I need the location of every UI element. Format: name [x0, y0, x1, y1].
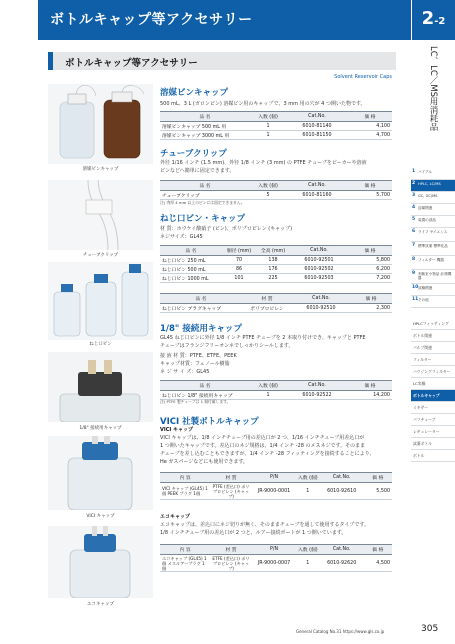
screw-bottle-photo: [48, 262, 153, 340]
nav-item-9[interactable]: [411, 270, 455, 284]
sub-nav-item[interactable]: ミキサー: [411, 402, 455, 414]
vici-cap-subheading: VICI キャップ: [160, 427, 194, 433]
cell: 5,700: [348, 191, 392, 200]
nav-num: 8: [412, 257, 416, 262]
cell: 溶媒ビンキャップ 500 mL 用: [160, 122, 250, 131]
cell: 6010-92502: [290, 265, 348, 274]
table-row: [160, 274, 392, 283]
col-header: Cat.No.: [286, 181, 348, 191]
col-header: 内 容: [160, 473, 210, 483]
nav-label: その他: [418, 298, 429, 302]
vici-cap-caption: VICI キャップ: [86, 514, 115, 519]
col-header: 入数 (個): [296, 473, 320, 483]
cell: ETFE (差込口) ポリプロピレン (キャップ): [210, 555, 252, 572]
cell: ねじ口ビン 250 mL: [160, 256, 222, 265]
col-header: 価 格: [350, 294, 392, 304]
connection-cap-note: 注) PTFE 製チューブは 1 個付属します。: [160, 399, 231, 404]
nav-item-3[interactable]: [411, 192, 455, 204]
nav-item-1[interactable]: [411, 168, 455, 180]
eco-cap-photo: [48, 526, 153, 598]
nav-num: 7: [412, 243, 416, 248]
page-number: 305: [421, 624, 439, 634]
cell: 7,200: [348, 274, 392, 283]
table-row: [160, 483, 392, 500]
cell: 225: [256, 274, 290, 283]
chapter-subnumber: -2: [434, 16, 446, 27]
cell: ねじ口ビン 1/8" 接続用キャップ: [160, 391, 250, 400]
nav-item-11[interactable]: [411, 296, 455, 308]
table-row: [160, 256, 392, 265]
table-row: [160, 131, 392, 140]
solvent-cap-desc: 500 mL、3 L (ガロンビン) 溶媒ビン用のキャップで、3 mm 用の穴が 4 つ開いた物です。: [160, 101, 366, 107]
cell: 6010-81160: [286, 191, 348, 200]
col-header: 全高 (mm): [256, 246, 290, 256]
connection-cap-spec-1: 接 液 材 質：PTFE、ETFE、PEEK: [160, 353, 237, 359]
sub-nav-item-active[interactable]: ボトルキャップ: [411, 390, 455, 402]
table-row: [160, 191, 392, 200]
cell: 14,200: [348, 391, 392, 400]
col-header: P/N: [252, 473, 296, 483]
col-header: 入数 (個): [296, 545, 320, 555]
sub-nav-item[interactable]: LC実験: [411, 378, 455, 390]
vici-cap-table: [160, 472, 392, 500]
page-subtitle: Bottle Caps: [362, 34, 391, 40]
nav-item-2[interactable]: [411, 180, 455, 192]
col-header: 品 名: [160, 294, 242, 304]
tube-clip-heading: チューブクリップ: [160, 149, 227, 159]
sub-nav-item[interactable]: ハウジングフィルター: [411, 366, 455, 378]
nav-item-4[interactable]: [411, 204, 455, 216]
connection-cap-spec-3: ネ ジ サ イ ズ：GL45: [160, 369, 210, 375]
cell: 86: [222, 265, 256, 274]
screw-bottle-thread: ネジサイズ：GL45: [160, 234, 203, 240]
cell: 6010-92620: [320, 555, 364, 572]
cell: 70: [222, 256, 256, 265]
connection-cap-spec-2: キャップ材質：フェノール樹脂: [160, 361, 230, 367]
screw-bottle-cap-table: [160, 293, 392, 313]
vici-heading: VICI 社製ボトルキャップ: [160, 417, 259, 427]
sub-nav-item[interactable]: ボトル: [411, 450, 455, 462]
section-title: ボトルキャップ等アクセサリー: [65, 58, 198, 69]
cell: JR-9000-0001: [252, 483, 296, 500]
solvent-cap-heading: 溶媒ビンキャップ: [160, 88, 229, 98]
cell: 6010-92610: [320, 483, 364, 500]
col-header: 内 容: [160, 545, 210, 555]
nav-num: 6: [412, 229, 416, 234]
nav-label: HPLC, LC/MS: [418, 182, 441, 186]
cell: ねじ口ビン 1000 mL: [160, 274, 222, 283]
nav-item-10[interactable]: [411, 284, 455, 296]
footer-catalog: General Catalog No.31 https://www.gls.co.jp: [296, 629, 385, 634]
cell: 101: [222, 274, 256, 283]
sub-nav-item[interactable]: HPLCフィッティング: [411, 318, 455, 330]
cell: JR-9000-0007: [252, 555, 296, 572]
cell: 5,500: [364, 483, 392, 500]
col-header: 材 質: [210, 545, 252, 555]
sub-nav-item[interactable]: 試薬ボトル: [411, 438, 455, 450]
nav-item-8[interactable]: [411, 256, 455, 270]
tube-clip-note: 注) 肉厚 4 mm 以上のビンには固定できません。: [160, 200, 245, 205]
chapter-index: [411, 168, 455, 308]
chapter-vertical-title: LC、LC／MS用消耗品: [428, 46, 438, 132]
sub-nav-item[interactable]: レギュレーター: [411, 426, 455, 438]
col-header: P/N: [252, 545, 296, 555]
nav-num: 5: [412, 217, 416, 222]
nav-num: 11: [412, 297, 419, 302]
nav-num: 10: [412, 285, 419, 290]
connection-cap-table: [160, 380, 392, 400]
nav-label: ライフ サイエンス: [418, 230, 448, 234]
cell: 2,300: [350, 304, 392, 313]
vici-desc-3: チューブを差し込むこともできますが、1/4 インチ -28 フィッティングを接続することにより、: [160, 451, 375, 457]
cell: 4,100: [348, 122, 392, 131]
nav-num: 9: [412, 271, 416, 276]
eco-desc-1: エコキャップは、差込口にネジ切りが無く、そのままチューブを通して使用するタイプです。: [160, 522, 370, 528]
vici-desc-2: 1 つ開いたキャップです。差込口のネジ規格は、1/4 インチ -28 のメスネジです。そのまま: [160, 443, 366, 449]
chapter-number: 2: [421, 8, 435, 29]
nav-num: 4: [412, 205, 416, 210]
col-header: 入数 (個): [250, 112, 286, 122]
col-header: 品 名: [160, 381, 250, 391]
nav-label: バイアル: [418, 170, 433, 174]
section-banner: [48, 52, 396, 80]
connection-cap-desc-2: チューブはフランジフリーオンネでしっかりシールします。: [160, 343, 294, 349]
nav-item-6[interactable]: [411, 228, 455, 242]
col-header: Cat.No.: [290, 246, 348, 256]
nav-label: 溶媒関連: [418, 206, 433, 210]
vici-desc-4: He ガスパージなどにも使用できます。: [160, 459, 248, 465]
col-header: 品 名: [160, 112, 250, 122]
col-header: 入数 (個): [250, 381, 286, 391]
col-header: Cat.No.: [292, 294, 350, 304]
cell: 1: [250, 391, 286, 400]
col-header: 価 格: [348, 381, 392, 391]
cell: 6010-81140: [286, 122, 348, 131]
sub-nav-item[interactable]: バフチューブ: [411, 414, 455, 426]
nav-label: 実験室小物品 計測機器: [417, 272, 452, 280]
nav-num: 2: [412, 181, 416, 186]
cell: 176: [256, 265, 290, 274]
nav-label: 標準試薬 標準化品: [418, 244, 448, 248]
cell: 6010-92510: [292, 304, 350, 313]
tube-clip-desc-2: ビンなどへ簡単に固定できます。: [160, 168, 235, 174]
cell: ねじ口ビン 500 mL: [160, 265, 222, 274]
eco-cap-caption: エコキャップ: [87, 602, 114, 607]
table-row: [160, 122, 392, 131]
cell: 1: [296, 555, 320, 572]
nav-label: GC, GC/MS: [418, 194, 438, 198]
solvent-cap-table: [160, 111, 392, 140]
col-header: 価 格: [348, 112, 392, 122]
cell: チューブクリップ: [160, 191, 250, 200]
eco-desc-2: 1/8 インチチューブ用の差込口が 2 つと、ルアー接続ポートが 1 つ開いています。: [160, 530, 347, 536]
nav-label: 試験関連: [418, 286, 433, 290]
connection-cap-photo: [48, 352, 153, 422]
tube-clip-desc-1: 外径 1/16 インチ (1.5 mm)、外径 1/8 インチ (3 mm) の PTFE チューブをビーカーや溶液: [160, 160, 367, 166]
col-header: 品 名: [160, 181, 250, 191]
col-header: Cat.No.: [320, 545, 364, 555]
col-header: Cat.No.: [286, 112, 348, 122]
vici-cap-photo: [48, 436, 153, 510]
cell: 4,500: [364, 555, 392, 572]
cell: 6010-92503: [290, 274, 348, 283]
tube-clip-caption: チューブクリップ: [82, 253, 119, 258]
cell: ポリプロピレン: [242, 304, 292, 313]
cell: 6,200: [348, 265, 392, 274]
col-header: 価 格: [348, 181, 392, 191]
col-header: 価 格: [364, 545, 392, 555]
tube-clip-photo: [48, 180, 153, 250]
col-header: 材 質: [210, 473, 252, 483]
solvent-cap-photo: [48, 84, 153, 164]
cell: 1: [296, 483, 320, 500]
eco-cap-subheading: エコキャップ: [160, 514, 191, 520]
table-row: [160, 304, 392, 313]
cell: 138: [256, 256, 290, 265]
connection-cap-caption: 1/8" 接続用キャップ: [79, 426, 122, 431]
col-header: 価 格: [348, 246, 392, 256]
cell: VICI キャップ (GL45) 1個 PEEK プラグ 1個: [160, 483, 210, 500]
nav-label: フィルター 機器: [418, 258, 444, 262]
col-header: 材 質: [242, 294, 292, 304]
nav-item-7[interactable]: [411, 242, 455, 256]
page-title: ボトルキャップ等アクセサリー: [50, 12, 253, 28]
col-header: Cat.No.: [286, 381, 348, 391]
cell: 1: [250, 131, 286, 140]
col-header: 胴径 (mm): [222, 246, 256, 256]
cell: 1: [250, 122, 286, 131]
sub-nav-item[interactable]: フィルター: [411, 354, 455, 366]
cell: 6010-81150: [286, 131, 348, 140]
nav-item-5[interactable]: [411, 216, 455, 228]
col-header: 入数 (個): [250, 181, 286, 191]
col-header: 品 名: [160, 246, 222, 256]
col-header: 価 格: [364, 473, 392, 483]
sub-nav-item[interactable]: ボトル関連: [411, 330, 455, 342]
connection-cap-heading: 1/8" 接続用キャップ: [160, 324, 242, 334]
nav-num: 3: [412, 193, 416, 198]
cell: PTFE (差込口) ポリプロピレン (キャップ): [210, 483, 252, 500]
screw-bottle-heading: ねじ口ビン・キャップ: [160, 214, 246, 224]
tube-clip-table: [160, 180, 392, 200]
nav-num: 1: [412, 169, 416, 174]
cell: 4,700: [348, 131, 392, 140]
cell: 6010-92501: [290, 256, 348, 265]
cell: エコキャップ (GL45) 1個 メスルアープラグ 1個: [160, 555, 210, 572]
section-subtitle: Solvent Reservoir Caps: [334, 74, 392, 80]
connection-cap-desc-1: GL45 ねじ口ビンに外径 1/8 インチ PTFE チューブを 2 本取り付けでき、キャップと PTFE: [160, 335, 366, 341]
cell: 5: [250, 191, 286, 200]
nav-label: 装置の部品: [418, 218, 436, 222]
table-row: [160, 555, 392, 572]
sub-nav-item[interactable]: バルブ関連: [411, 342, 455, 354]
cell: 6010-92522: [286, 391, 348, 400]
vici-desc-1: VICI キャップは、1/8 インチチューブ用の差込口が 2 つ、1/16 インチチューブ用差込口が: [160, 435, 365, 441]
sub-index: [411, 318, 455, 462]
screw-bottle-material: 材 質：ホウケイ酸硝子 (ビン)、ポリプロピレン (キャップ): [160, 226, 293, 232]
cell: ねじ口ビン ブラグキャップ: [160, 304, 242, 313]
chapter-tab[interactable]: [412, 0, 455, 40]
eco-cap-table: [160, 544, 392, 572]
table-row: [160, 265, 392, 274]
screw-bottle-caption: ねじ口ビン: [89, 342, 112, 347]
solvent-cap-caption: 溶媒ビンキャップ: [82, 167, 119, 172]
cell: 5,800: [348, 256, 392, 265]
col-header: Cat.No.: [320, 473, 364, 483]
cell: 溶媒ビンキャップ 3000 mL 用: [160, 131, 250, 140]
screw-bottle-table: [160, 245, 392, 283]
